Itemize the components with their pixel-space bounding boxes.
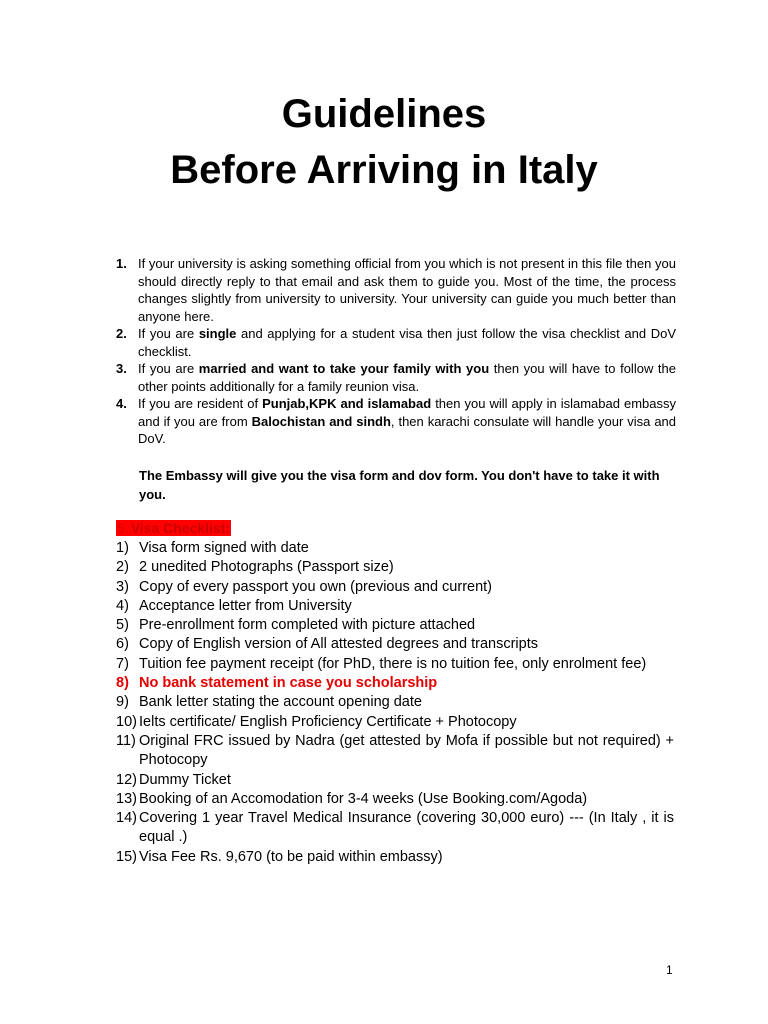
- checklist-item-number: 8): [116, 675, 129, 692]
- checklist-item: [116, 616, 674, 635]
- intro-item-text: If your university is asking something official from you which is not present in this file then you should directly reply to that email and ask them to guide you. Most of the time, the process changes slightly from university to university. Your university can guide you much better than anyone here.: [138, 256, 676, 324]
- checklist-item-text: Covering 1 year Travel Medical Insurance (covering 30,000 euro) --- (In Italy , it is equal .): [139, 810, 674, 846]
- checklist-item-text: Pre-enrollment form completed with picture attached: [139, 617, 476, 634]
- visa-checklist-heading: [116, 520, 231, 537]
- checklist-item-number: 3): [116, 578, 129, 595]
- intro-item-emphasis: single: [198, 326, 237, 341]
- checklist-item-text: Original FRC issued by Nadra (get attested by Mofa if possible but not required) + Photocopy: [139, 732, 674, 769]
- checklist-item-number: 11): [116, 732, 136, 749]
- checklist-item: [116, 693, 674, 712]
- checklist-item-number: 13): [116, 790, 137, 807]
- intro-item-1: [116, 255, 676, 325]
- checklist-item-number: 2): [116, 559, 129, 576]
- intro-item-text: , then karachi consulate will handle your visa and DoV.: [138, 413, 677, 446]
- document-title: Guidelines: [281, 92, 487, 136]
- checklist-item: [116, 597, 674, 616]
- checklist-item: [116, 578, 674, 597]
- checklist-item-text: Tuition fee payment receipt (for PhD, there is no tuition fee, only enrolment fee): [139, 655, 647, 672]
- intro-item-text: If you are: [138, 326, 199, 341]
- intro-item-text: If you are resident of: [138, 396, 263, 411]
- checklist-item-number: 7): [116, 655, 129, 672]
- checklist-item: [116, 848, 674, 867]
- checklist-item-text: Dummy Ticket: [139, 771, 231, 788]
- checklist-item-text: Booking of an Accomodation for 3-4 weeks (Use Booking.com/Agoda): [139, 790, 588, 807]
- checklist-item-text: 2 unedited Photographs (Passport size): [139, 559, 394, 576]
- checklist-item-number: 10): [116, 713, 137, 730]
- intro-item-number: 3.: [116, 361, 127, 376]
- intro-item-emphasis: Balochistan and sindh: [251, 413, 391, 429]
- intro-item-text: and applying for a student visa then just follow the visa checklist and DoV checklist.: [138, 326, 676, 359]
- checklist-item: [116, 655, 674, 674]
- visa-checklist: [116, 539, 674, 867]
- checklist-item-text: Visa form signed with date: [139, 540, 309, 556]
- checklist-item: [116, 713, 674, 732]
- checklist-item: [116, 732, 674, 771]
- checklist-item-number: 9): [116, 694, 129, 711]
- intro-item-3: [116, 360, 676, 395]
- intro-item-text: then you will apply in islamabad embassy and if you are from: [138, 396, 676, 429]
- section-number: 5.: [117, 520, 129, 536]
- intro-item-text: then you will have to follow the other points additionally for a family reunion visa.: [138, 361, 676, 394]
- intro-item-number: 4.: [116, 396, 127, 411]
- intro-item-number: 1.: [116, 256, 127, 271]
- checklist-item: [116, 539, 674, 558]
- checklist-item-number: 14): [116, 810, 137, 827]
- checklist-item-number: 4): [116, 597, 129, 614]
- checklist-item-text: No bank statement in case you scholarship: [139, 675, 438, 692]
- checklist-item: [116, 635, 674, 654]
- intro-item-text: If you are: [138, 361, 199, 376]
- checklist-item-text: Ielts certificate/ English Proficiency Certificate + Photocopy: [139, 713, 517, 730]
- page-number: 1: [666, 963, 673, 977]
- checklist-item-text: Acceptance letter from University: [139, 597, 352, 614]
- intro-item-number: 2.: [116, 326, 127, 341]
- checklist-item: [116, 809, 674, 848]
- checklist-item: [116, 790, 674, 809]
- intro-item-2: [116, 325, 676, 360]
- checklist-item-text: Copy of every passport you own (previous and current): [139, 578, 493, 595]
- intro-list: [116, 255, 676, 448]
- checklist-item-number: 12): [116, 771, 137, 788]
- checklist-item-number: 5): [116, 617, 129, 634]
- section-title: Visa Checklist:: [130, 520, 231, 536]
- embassy-note: The Embassy will give you the visa form and dov form. You don't have to take it with you.: [139, 468, 660, 502]
- checklist-item-text: Copy of English version of All attested degrees and transcripts: [139, 636, 538, 653]
- checklist-item-warning: [116, 674, 674, 693]
- document-subtitle: Before Arriving in Italy: [170, 148, 598, 192]
- intro-item-4: [116, 395, 676, 448]
- intro-item-emphasis: Punjab,KPK and islamabad: [262, 396, 432, 411]
- checklist-item: [116, 771, 674, 790]
- intro-item-emphasis: married and want to take your family with you: [198, 361, 490, 376]
- checklist-item-text: Bank letter stating the account opening date: [139, 694, 422, 711]
- checklist-item-number: 15): [116, 848, 137, 865]
- checklist-item-text: Visa Fee Rs. 9,670 (to be paid within embassy): [139, 848, 443, 865]
- checklist-item: [116, 558, 674, 577]
- checklist-item-number: 6): [116, 636, 129, 653]
- checklist-item-number: 1): [116, 540, 129, 556]
